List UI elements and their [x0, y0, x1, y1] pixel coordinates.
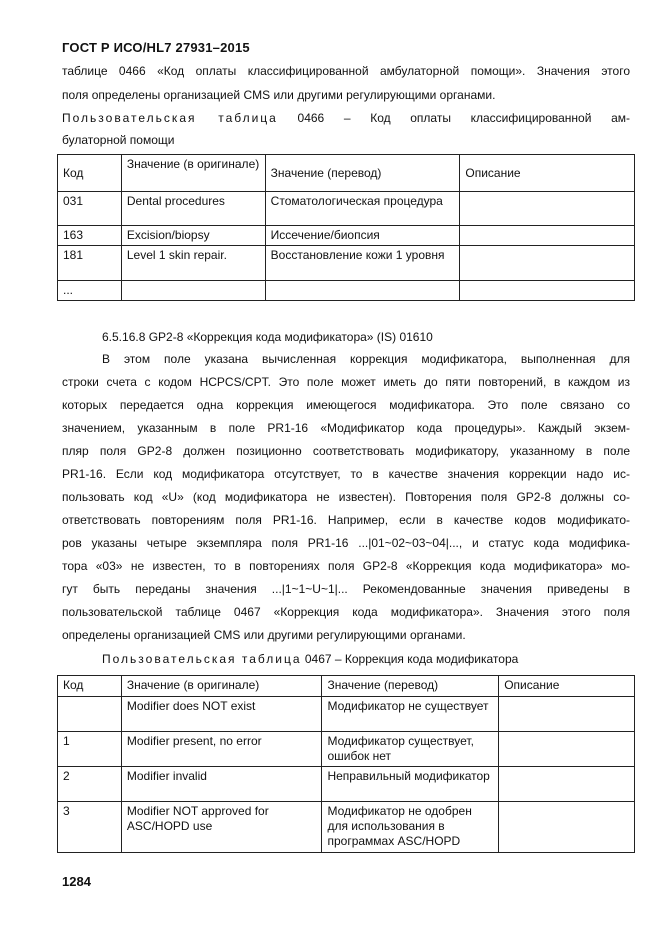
table-cell [121, 281, 265, 301]
column-header-original: Значение (в оригинале) [121, 676, 322, 697]
table-cell: Modifier NOT approved for ASC/HOPD use [121, 802, 322, 853]
intro-line-2: поля определены организацией CMS или другими регулирующими органами. [62, 88, 496, 102]
table-cell: 163 [58, 226, 122, 246]
table-cell: Модификатор не существует [322, 697, 499, 732]
table1-caption-rest: 0466 – Код оплаты классифицированной ам- [297, 111, 631, 125]
table2-caption [102, 652, 518, 666]
table1-caption-prefix: Пользовательская таблица [62, 111, 278, 125]
section-line: В этом поле указана вычисленная коррекция модификатора, выполненная для [102, 352, 630, 366]
table1-caption-line-1 [62, 111, 630, 125]
section-line: ров указаны четыре экземпляра поля PR1-16 ...|01~02~03~04|..., и статус кода модифика- [62, 536, 630, 550]
table-0466 [57, 154, 635, 301]
table-header-row [58, 676, 635, 697]
table-cell: 1 [58, 732, 122, 767]
table2-caption-prefix: Пользовательская таблица [102, 652, 302, 666]
table-cell: Модификатор существует, ошибок нет [322, 732, 499, 767]
table-row [58, 281, 635, 301]
table-cell: ... [58, 281, 122, 301]
column-header-translation: Значение (перевод) [322, 676, 499, 697]
column-header-description: Описание [499, 676, 635, 697]
section-line: ответствовать повторениям поля PR1-16. Например, если в качестве кодов модификато- [62, 513, 630, 527]
section-line: значением, указанным в поле PR1-16 «Модификатор кода процедуры». Каждый экзем- [62, 421, 630, 435]
table-cell [460, 281, 635, 301]
table-cell: Модификатор не одобрен для использования в программах ASC/HOPD [322, 802, 499, 853]
table-row [58, 732, 635, 767]
table-cell: Иссечение/биопсия [265, 226, 460, 246]
section-line: гут быть переданы значения ...|1~1~U~1|... Рекомендованные значения приведены в [62, 582, 630, 596]
table-row [58, 192, 635, 226]
table-cell: Неправильный модификатор [322, 767, 499, 802]
table-cell [499, 802, 635, 853]
section-line: которых передается одна коррекция имеющегося модификатора. Это поле связано со [62, 398, 630, 412]
table1-caption-line-2: булаторной помощи [62, 133, 175, 147]
table-cell: Modifier invalid [121, 767, 322, 802]
column-header-original: Значение (в оригинале) [121, 155, 265, 192]
section-line: пользовать код «U» (код модификатора не известен). Повторения поля GP2-8 должны со- [62, 490, 630, 504]
table-cell [460, 192, 635, 226]
table-cell [58, 697, 122, 732]
table-cell: 3 [58, 802, 122, 853]
table-cell: 181 [58, 246, 122, 281]
column-header-code: Код [58, 155, 122, 192]
table-cell: Level 1 skin repair. [121, 246, 265, 281]
table-cell: 031 [58, 192, 122, 226]
table-cell: Стоматологическая процедура [265, 192, 460, 226]
table-row [58, 802, 635, 853]
table-cell: Modifier present, no error [121, 732, 322, 767]
column-header-translation: Значение (перевод) [265, 155, 460, 192]
table-cell [460, 226, 635, 246]
table-cell [265, 281, 460, 301]
table-row [58, 226, 635, 246]
table-cell [499, 767, 635, 802]
section-line: тора «03» не известен, то в повторениях поля GP2-8 «Коррекция кода модификатора» мо- [62, 559, 630, 573]
column-header-code: Код [58, 676, 122, 697]
intro-line-1: таблице 0466 «Код оплаты классифицированной амбулаторной помощи». Значения этого [62, 64, 630, 78]
section-line: строки счета с кодом HCPCS/CPT. Это поле может иметь до пяти повторений, в каждом из [62, 375, 630, 389]
table2-caption-rest: 0467 – Коррекция кода модификатора [304, 652, 519, 666]
table-cell: Восстановление кожи 1 уровня [265, 246, 460, 281]
section-line: определены организацией CMS или другими регулирующими органами. [62, 628, 466, 642]
table-0467 [57, 675, 635, 853]
table-header-row [58, 155, 635, 192]
table-cell [460, 246, 635, 281]
section-line: пользовательской таблице 0467 «Коррекция кода модификатора». Значения этого поля [62, 605, 630, 619]
table-cell [499, 732, 635, 767]
table-row [58, 767, 635, 802]
table-cell: Excision/biopsy [121, 226, 265, 246]
column-header-description: Описание [460, 155, 635, 192]
table-cell: 2 [58, 767, 122, 802]
section-line: пляр поля GP2-8 должен позиционно соответствовать модификатору, указанному в поле [62, 444, 630, 458]
standard-title: ГОСТ Р ИСО/HL7 27931–2015 [62, 40, 250, 55]
table-row [58, 697, 635, 732]
table-cell [499, 697, 635, 732]
section-line: PR1-16. Если код модификатора отсутствует, то в качестве значения коррекции надо ис- [62, 467, 630, 481]
table-cell: Dental procedures [121, 192, 265, 226]
table-row [58, 246, 635, 281]
section-heading: 6.5.16.8 GP2-8 «Коррекция кода модификатора» (IS) 01610 [102, 330, 433, 344]
table-cell: Modifier does NOT exist [121, 697, 322, 732]
page-number: 1284 [62, 874, 91, 889]
